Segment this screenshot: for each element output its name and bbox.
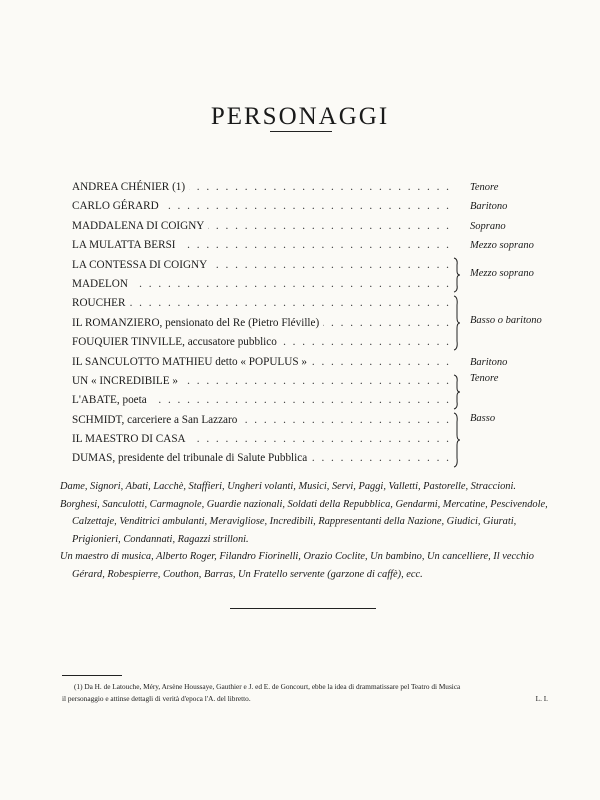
character-name: L'ABATE, poeta — [72, 391, 151, 410]
cast-row — [72, 391, 572, 410]
character-name: LA MULATTA BERSI — [72, 236, 180, 255]
character-name: IL SANCULOTTO MATHIEU detto « POPULUS » — [72, 353, 311, 372]
voice-type: Basso o baritono — [470, 315, 542, 326]
character-name: SCHMIDT, carceriere a San Lazzaro — [72, 411, 241, 430]
character-name: ROUCHER — [72, 294, 129, 313]
character-name: DUMAS, presidente del tribunale di Salute Pubblica — [72, 449, 311, 468]
cast-row — [72, 178, 572, 197]
character-name: FOUQUIER TINVILLE, accusatore pubblico — [72, 333, 281, 352]
footnote-signature: L. I. — [535, 694, 548, 703]
brace-icon — [452, 295, 462, 351]
voice-type: Baritono — [470, 353, 507, 372]
cast-row — [72, 236, 572, 255]
character-name: MADDALENA DI COIGNY — [72, 217, 208, 236]
page-title: PERSONAGGI — [210, 102, 390, 130]
footnote-rule — [62, 675, 122, 676]
cast-row — [72, 294, 572, 313]
brace-icon — [452, 374, 462, 410]
cast-row — [72, 333, 572, 352]
chorus-paragraph: Borghesi, Sanculotti, Carmagnole, Guardie nazionali, Soldati della Repubblica, Gendarmi, Mercatine, Pescivendole, Calzettaje, Venditrici ambulanti, Meravigliose, Incredibili, Rappresentanti della Nazione, Giudici, Giurati, Prigionieri, Condannati, Ragazzi strilloni. — [60, 498, 548, 545]
character-name: IL ROMANZIERO, pensionato del Re (Pietro Fléville) — [72, 314, 323, 333]
chorus-list — [60, 478, 550, 584]
character-name: IL MAESTRO DI CASA — [72, 430, 190, 449]
brace-icon — [452, 412, 462, 468]
voice-type: Soprano — [470, 217, 506, 236]
character-name: LA CONTESSA DI COIGNY — [72, 256, 211, 275]
footnote-line: (1) Da H. de Latouche, Méry, Arsène Houssaye, Gauthier e J. ed E. de Goncourt, ebbe la idea di drammatissare pel Teatro di Musica — [74, 682, 461, 691]
cast-row — [72, 197, 572, 216]
cast-row — [72, 353, 572, 372]
voice-type: Tenore — [470, 373, 499, 384]
character-name: MADELON — [72, 275, 132, 294]
cast-row — [72, 411, 572, 430]
chorus-paragraph: Un maestro di musica, Alberto Roger, Filandro Fiorinelli, Orazio Coclite, Un bambino, Un cancelliere, Il vecchio Gérard, Robespierre, Couthon, Barras, Un Fratello servente (garzone di caffè), ecc. — [60, 551, 534, 580]
voice-type: Basso — [470, 413, 496, 424]
title-rule — [270, 131, 332, 132]
cast-row — [72, 217, 572, 236]
voice-type: Tenore — [470, 178, 498, 197]
character-name: CARLO GÉRARD — [72, 197, 163, 216]
cast-row — [72, 449, 572, 468]
voice-type: Baritono — [470, 197, 507, 216]
footnote — [62, 681, 548, 705]
cast-list — [72, 178, 572, 469]
cast-row — [72, 430, 572, 449]
character-name: ANDREA CHÉNIER (1) — [72, 178, 189, 197]
chorus-paragraph: Dame, Signori, Abati, Lacchè, Staffieri, Ungheri volanti, Musici, Servi, Paggi, Valletti, Pastorelle, Straccioni. — [60, 481, 516, 492]
voice-type: Mezzo soprano — [470, 268, 534, 279]
brace-icon — [452, 257, 462, 293]
voice-type: Mezzo soprano — [470, 236, 534, 255]
character-name: UN « INCREDIBILE » — [72, 372, 182, 391]
section-rule — [230, 608, 376, 609]
footnote-line: il personaggio e attinse dettagli di verità d'epoca l'A. del libretto. — [62, 694, 251, 703]
